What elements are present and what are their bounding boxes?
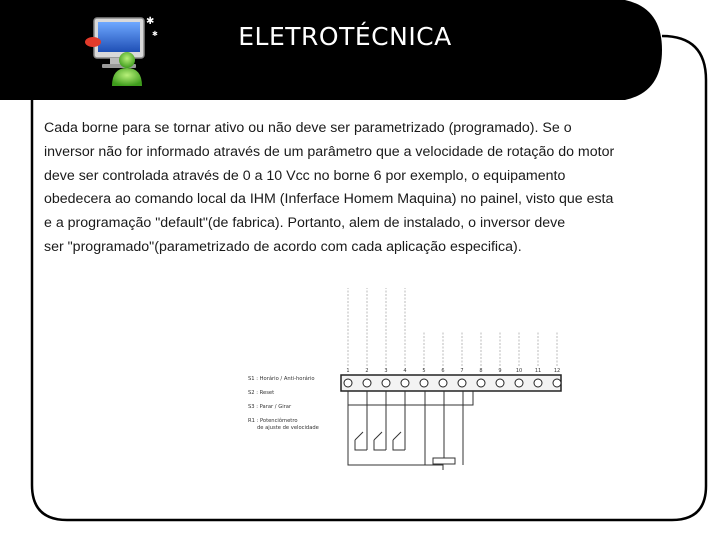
svg-text:✱: ✱ xyxy=(152,31,158,38)
terminal-strip xyxy=(341,375,561,391)
paragraph-line: Cada borne para se tornar ativo ou não deve ser parametrizado (programado). Se o xyxy=(44,120,572,136)
terminal-number: 6 xyxy=(441,368,445,374)
terminal-screw xyxy=(363,379,371,387)
paragraph-line: inversor não for informado através de um parâmetro que a velocidade de rotação do motor xyxy=(44,143,615,160)
legend-s1: S1 : Horário / Anti-horário xyxy=(248,376,315,382)
terminal-number: 3 xyxy=(384,368,388,374)
legend-s2: S2 : Reset xyxy=(248,390,275,396)
terminal-screw xyxy=(420,379,428,387)
terminal-number: 2 xyxy=(365,368,369,374)
terminal-screw xyxy=(553,379,561,387)
slide-title: ELETROTÉCNICA xyxy=(238,22,452,51)
svg-text:✱: ✱ xyxy=(146,16,155,27)
terminal-screw xyxy=(458,379,466,387)
terminal-number: 4 xyxy=(403,368,407,374)
terminal-screw xyxy=(401,379,409,387)
paragraph-line: ser "programado"(parametrizado de acordo com cada aplicação especifica). xyxy=(44,238,522,255)
legend-r1-line1: R1 : Potenciômetro xyxy=(248,418,298,424)
diagram-legend xyxy=(248,375,319,431)
terminal-screw xyxy=(477,379,485,387)
paragraph-line: obedecera ao comando local da IHM (Inferface Homem Maquina) no painel, visto que esta xyxy=(44,191,614,208)
terminal-screw xyxy=(496,379,504,387)
terminal-number: 5 xyxy=(422,368,426,374)
paragraph-line: e a programação "default"(de fabrica). Portanto, alem de instalado, o inversor deve xyxy=(44,215,566,232)
terminal-number: 10 xyxy=(515,368,523,374)
terminal-screw xyxy=(382,379,390,387)
legend-r1-line2: de ajuste de velocidade xyxy=(257,425,319,431)
terminal-number: 8 xyxy=(479,368,483,374)
terminal-screw xyxy=(344,379,352,387)
terminal-screw xyxy=(515,379,523,387)
terminal-function-labels xyxy=(348,288,557,366)
terminal-number: 11 xyxy=(534,368,542,374)
terminal-number: 12 xyxy=(553,368,561,374)
body-paragraph xyxy=(44,117,684,260)
computer-user-icon xyxy=(84,12,164,90)
terminal-number: 9 xyxy=(498,368,502,374)
terminal-number: 1 xyxy=(346,368,350,374)
inverter-terminal-diagram xyxy=(243,280,573,485)
terminal-screw xyxy=(534,379,542,387)
switches xyxy=(355,432,401,440)
terminal-number: 7 xyxy=(460,368,464,374)
terminal-screw xyxy=(439,379,447,387)
paragraph-line: deve ser controlada através de 0 a 10 Vcc no borne 6 por exemplo, o equipamento xyxy=(44,167,566,184)
legend-s3: S3 : Parar / Girar xyxy=(248,404,292,410)
wiring xyxy=(348,391,473,470)
